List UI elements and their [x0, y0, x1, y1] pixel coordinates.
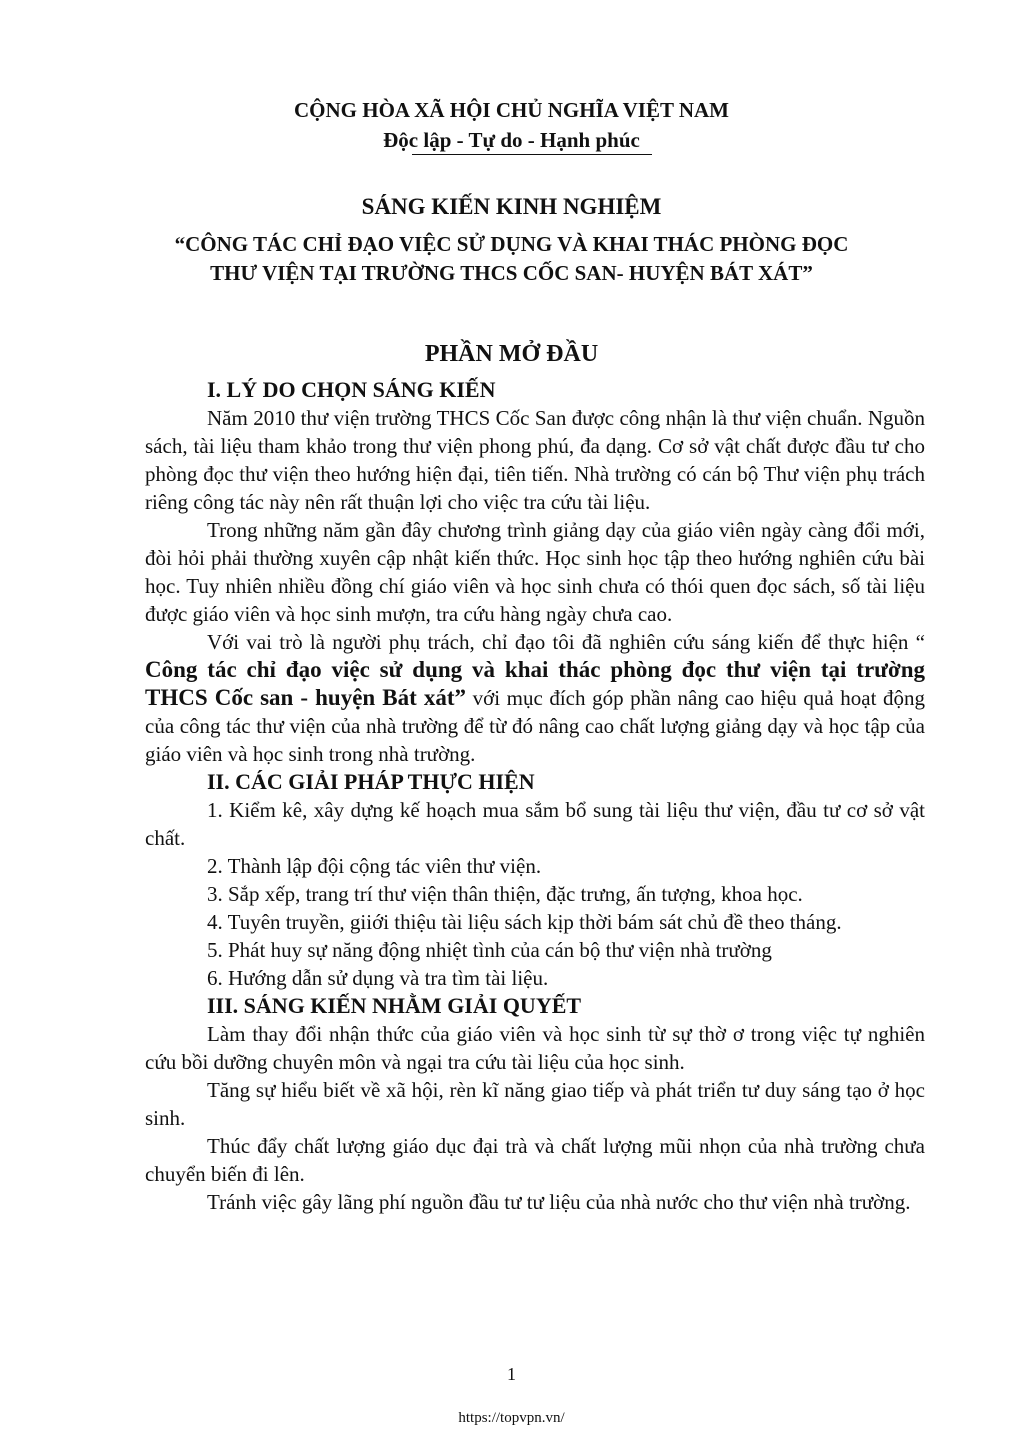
solution-item: 3. Sắp xếp, trang trí thư viện thân thiện, đặc trưng, ấn tượng, khoa học. [207, 882, 803, 906]
section-3-heading: III. SÁNG KIẾN NHẰM GIẢI QUYẾT [207, 993, 582, 1018]
solution-item: 5. Phát huy sự năng động nhiệt tình của cán bộ thư viện nhà trường [207, 938, 772, 962]
document-body [145, 376, 925, 1216]
motto: Độc lập - Tự do - Hạnh phúc [383, 128, 640, 152]
part-title: PHẦN MỞ ĐẦU [424, 341, 599, 367]
paragraph-3-rest: với mục đích góp phần nâng cao hiệu quả hoạt động của công tác thư viện của nhà trường để từ đó nâng cao chất lượng giảng dạy và học tập của giáo viên và học sinh trong nhà trường. [145, 686, 925, 766]
document-type-title: SÁNG KIẾN KINH NGHIỆM [361, 194, 662, 219]
section-2-heading: II. CÁC GIẢI PHÁP THỰC HIỆN [207, 769, 535, 794]
page-number: 1 [507, 1364, 516, 1384]
section-1-paragraph-2: Trong những năm gần đây chương trình giảng dạy của giáo viên ngày càng đổi mới, đòi hỏi phải thường xuyên cập nhật kiến thức. Học sinh học tập theo hướng nghiên cứu bài học. Tuy nhiên nhiều đồng chí giáo viên và học sinh chưa có thói quen đọc sách, số tài liệu được giáo viên và học sinh mượn, tra cứu hàng ngày chưa cao. [145, 518, 925, 626]
topic-title-line-1: “CÔNG TÁC CHỈ ĐẠO VIỆC SỬ DỤNG VÀ KHAI THÁC PHÒNG ĐỌC [174, 232, 849, 256]
section-3-paragraph: Làm thay đổi nhận thức của giáo viên và học sinh từ sự thờ ơ trong việc tự nghiên cứu bồi dưỡng chuyên môn và ngại tra cứu tài liệu của học sinh. [145, 1022, 925, 1074]
section-1-paragraph-1: Năm 2010 thư viện trường THCS Cốc San được công nhận là thư viện chuẩn. Nguồn sách, tài liệu tham khảo trong thư viện phong phú, đa dạng. Cơ sở vật chất được đầu tư cho phòng đọc thư viện theo hướng hiện đại, tiên tiến. Nhà trường có cán bộ Thư viện phụ trách riêng công tác này nên rất thuận lợi cho việc tra cứu tài liệu. [145, 406, 925, 514]
solution-item: 6. Hướng dẫn sử dụng và tra tìm tài liệu. [207, 966, 549, 990]
section-3-paragraph: Tăng sự hiểu biết về xã hội, rèn kĩ năng giao tiếp và phát triển tư duy sáng tạo ở học sinh. [145, 1078, 925, 1130]
solution-item: 2. Thành lập đội cộng tác viên thư viện. [207, 854, 542, 878]
footer-url-link[interactable]: https://topvpn.vn/ [458, 1410, 565, 1426]
solution-item: 4. Tuyên truyền, giiới thiệu tài liệu sách kịp thời bám sát chủ đề theo tháng. [207, 910, 842, 934]
paragraph-3-intro: Với vai trò là người phụ trách, chỉ đạo tôi đã nghiên cứu sáng kiến để thực hiện “ [207, 630, 925, 654]
section-3-paragraph: Thúc đẩy chất lượng giáo dục đại trà và chất lượng mũi nhọn của nhà trường chưa chuyển biến đi lên. [145, 1134, 925, 1186]
topic-title-line-2: THƯ VIỆN TẠI TRƯỜNG THCS CỐC SAN- HUYỆN BÁT XÁT” [210, 261, 813, 285]
solution-item: 1. Kiểm kê, xây dựng kế hoạch mua sắm bổ sung tài liệu thư viện, đầu tư cơ sở vật chất. [145, 798, 925, 850]
paragraph-3-topic-emphasis: Công tác chỉ đạo việc sử dụng và khai thác phòng đọc thư viện tại trường THCS Cốc san - huyện Bát xát” [145, 657, 925, 710]
nation-heading: CỘNG HÒA XÃ HỘI CHỦ NGHĨA VIỆT NAM [293, 98, 730, 122]
motto-underline [412, 154, 652, 155]
section-3-paragraph: Tránh việc gây lãng phí nguồn đầu tư tư liệu của nhà nước cho thư viện nhà trường. [207, 1190, 911, 1214]
section-1-heading: I. LÝ DO CHỌN SÁNG KIẾN [207, 377, 496, 402]
section-1-paragraph-3 [145, 628, 925, 768]
